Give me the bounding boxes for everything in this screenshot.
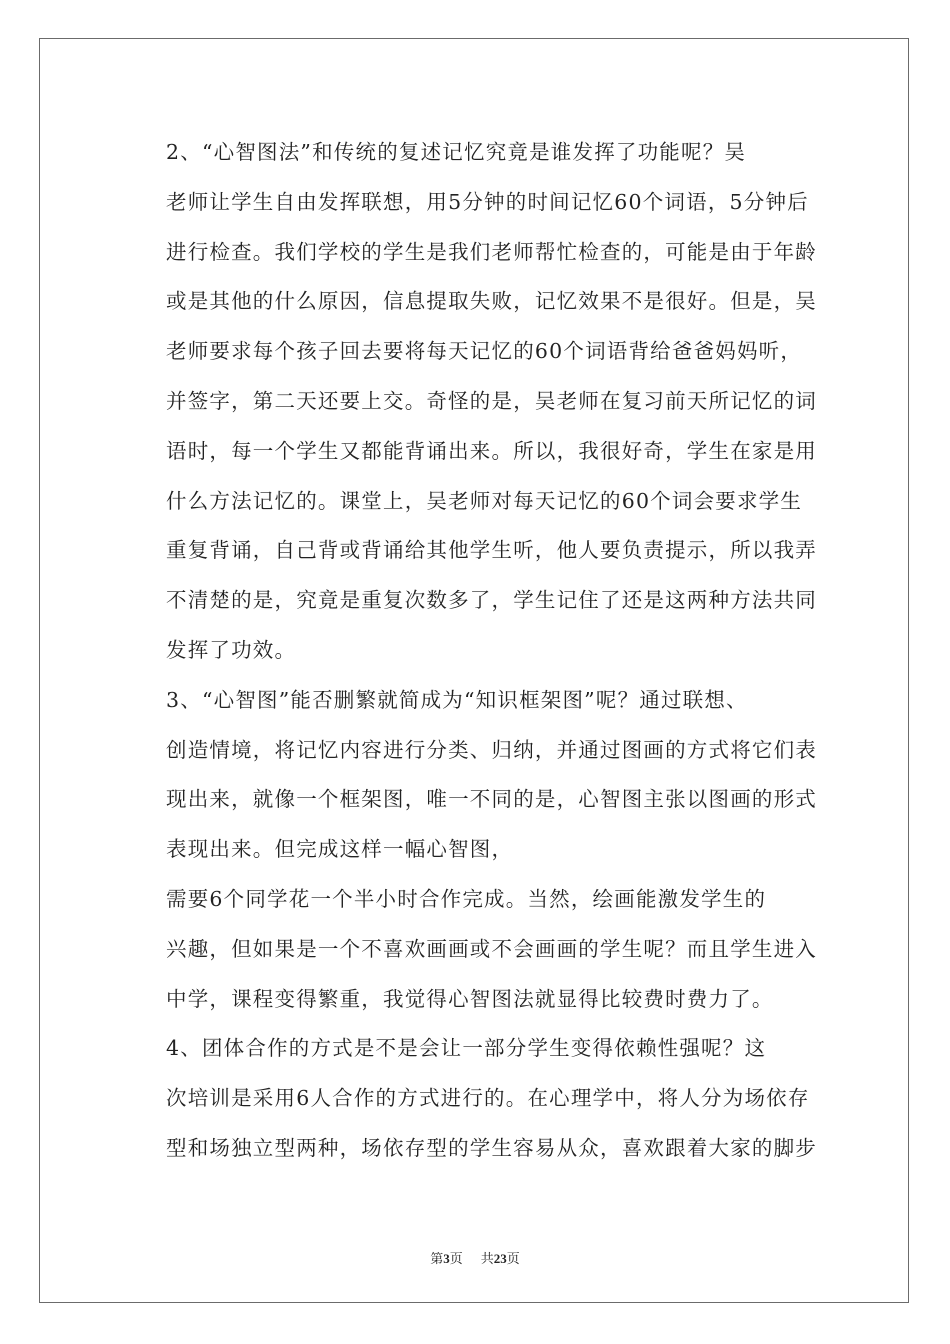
text-line: 现出来，就像一个框架图，唯一不同的是，心智图主张以图画的形式 — [166, 787, 817, 812]
document-body — [118, 128, 838, 1174]
page-number: 3 — [443, 1251, 450, 1266]
total-suffix: 页 — [506, 1252, 520, 1267]
text-line: 并签字，第二天还要上交。奇怪的是，吴老师在复习前天所记忆的词 — [166, 388, 817, 413]
text-line: 老师要求每个孩子回去要将每天记忆的60个词语背给爸爸妈妈听， — [166, 339, 803, 364]
text-line: 不清楚的是，究竟是重复次数多了，学生记住了还是这两种方法共同 — [166, 588, 817, 613]
total-prefix: 共 — [480, 1252, 494, 1267]
page-suffix: 页 — [449, 1252, 463, 1267]
text-line: 2、“心智图法”和传统的复述记忆究竟是谁发挥了功能呢？吴 — [166, 140, 747, 164]
text-line: 表现出来。但完成这样一幅心智图， — [166, 837, 514, 862]
text-line: 进行检查。我们学校的学生是我们老师帮忙检查的，可能是由于年龄 — [166, 239, 817, 264]
paragraph-3-continued — [118, 875, 838, 1024]
text-line: 老师让学生自由发挥联想，用5分钟的时间记忆60个词语，5分钟后 — [166, 189, 809, 214]
paragraph-2 — [118, 128, 838, 676]
text-line: 语时，每一个学生又都能背诵出来。所以，我很好奇，学生在家是用 — [166, 438, 817, 463]
text-line: 需要6个同学花一个半小时合作完成。当然，绘画能激发学生的 — [166, 886, 767, 911]
text-line: 创造情境，将记忆内容进行分类、归纳，并通过图画的方式将它们表 — [166, 737, 817, 762]
text-line: 或是其他的什么原因，信息提取失败，记忆效果不是很好。但是，吴 — [166, 289, 817, 314]
text-line: 重复背诵，自己背或背诵给其他学生听，他人要负责提示，所以我弄 — [166, 538, 817, 563]
text-line: 兴趣，但如果是一个不喜欢画画或不会画画的学生呢？而且学生进入 — [166, 936, 817, 961]
text-line: 发挥了功效。 — [166, 637, 297, 662]
text-line: 次培训是采用6人合作的方式进行的。在心理学中，将人分为场依存 — [166, 1086, 810, 1111]
text-line: 型和场独立型两种，场依存型的学生容易从众，喜欢跟着大家的脚步 — [166, 1135, 817, 1160]
text-line: 3、“心智图”能否删繁就简成为“知识框架图”呢？通过联想、 — [166, 687, 748, 712]
page-footer — [0, 1248, 950, 1267]
paragraph-3 — [118, 676, 838, 875]
text-line: 4、团体合作的方式是不是会让一部分学生变得依赖性强呢？这 — [166, 1036, 767, 1061]
text-line: 中学，课程变得繁重，我觉得心智图法就显得比较费时费力了。 — [166, 986, 774, 1011]
page-prefix: 第 — [430, 1252, 444, 1267]
total-pages: 23 — [493, 1251, 507, 1266]
text-line: 什么方法记忆的。课堂上，吴老师对每天记忆的60个词会要求学生 — [166, 488, 803, 513]
paragraph-4 — [118, 1024, 838, 1173]
